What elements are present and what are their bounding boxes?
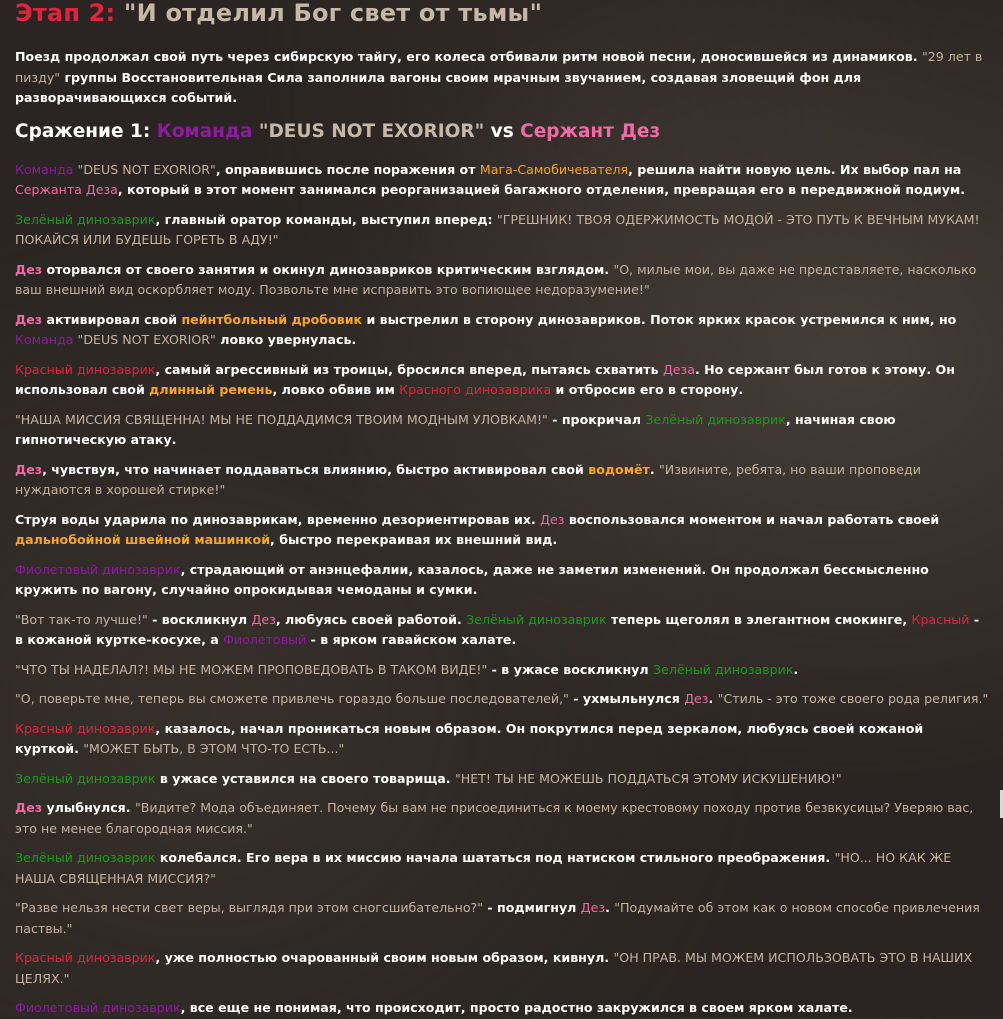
story-paragraph	[15, 689, 990, 710]
text-run: теперь щеголял в элегантном смокинге,	[606, 611, 912, 627]
text-run: Команда	[15, 332, 74, 347]
story-paragraph	[15, 410, 990, 451]
text-run: и отбросив его в сторону.	[551, 382, 744, 397]
text-run: Мага-Самобичевателя	[479, 161, 629, 177]
text-run: - подмигнул	[483, 900, 581, 915]
text-run: , ловко обвив им	[272, 382, 400, 397]
text-run: vs	[484, 120, 521, 142]
text-run: , начиная свою гипнотическую атаку.	[15, 411, 896, 447]
text-run: .	[708, 691, 718, 706]
team-label: Команда	[156, 120, 253, 142]
text-run: Поезд продолжал свой путь через сибирскую тайгу, его колеса отбивали ритм новой песни, доносившейся из динамиков.	[15, 49, 922, 64]
text-run: ловко увернулась.	[215, 332, 357, 347]
opponent-name: Сержант Дез	[520, 120, 661, 142]
text-run: , страдающий от анэнцефалии, казалось, даже не заметил изменений. Он продолжал бессмысленно кружить по вагону, случайно опрокидывая чемоданы и сумки.	[15, 561, 929, 597]
text-run: в ужасе уставился на своего товарища.	[155, 770, 455, 786]
text-run: "НЕТ! ТЫ НЕ МОЖЕШЬ ПОДДАТЬСЯ ЭТОМУ ИСКУШЕНИЮ!"	[454, 770, 842, 786]
text-run: "Подумайте об этом как о новом способе привлечения паствы."	[15, 900, 980, 936]
story-paragraph	[15, 510, 990, 551]
text-run: .	[793, 661, 799, 677]
text-run: активировал свой	[42, 311, 182, 327]
text-run: Дез	[15, 800, 43, 815]
text-run: , все еще не понимая, что происходит, просто радостно закружился в своем ярком халате.	[180, 1000, 853, 1015]
text-run: Струя воды ударила по динозаврикам, временно дезориентировав их.	[15, 511, 541, 527]
text-run: "ОН ПРАВ. МЫ МОЖЕМ ИСПОЛЬЗОВАТЬ ЭТО В НАШИХ ЦЕЛЯХ."	[15, 950, 973, 986]
text-run: Фиолетовый динозаврик	[15, 1000, 181, 1015]
text-run: . Но сержант был готов к этому. Он использовал свой	[15, 361, 955, 397]
text-run: Дез	[15, 461, 43, 477]
story-paragraph	[15, 848, 990, 889]
text-run: Красного динозаврика	[399, 382, 552, 397]
story-paragraph	[15, 719, 990, 760]
story-paragraph	[15, 260, 990, 301]
story-paragraph	[15, 798, 990, 839]
stage-label: Этап 2:	[15, 0, 116, 27]
story-paragraph	[15, 769, 990, 790]
text-run: "О, поверьте мне, теперь вы сможете привлечь гораздо больше последователей,"	[15, 691, 569, 706]
text-run: , любуясь своей работой.	[275, 611, 467, 627]
text-run: Команда	[15, 161, 74, 177]
text-run: .	[605, 900, 615, 915]
text-run: длинный ремень	[149, 382, 273, 397]
text-run: Зелёный динозаврик	[15, 770, 156, 786]
text-run: "Вот так-то лучше!"	[15, 611, 148, 627]
battle-heading	[15, 120, 990, 144]
story-paragraph	[15, 610, 990, 651]
text-run: Фиолетовый	[223, 632, 307, 647]
story-paragraph	[15, 310, 990, 351]
text-run: и выстрелил в сторону динозавриков. Поток ярких красок устремился к ним, но	[362, 311, 957, 327]
text-run: - в кожаной куртке-косухе, а	[15, 611, 980, 647]
page-title	[15, 0, 990, 31]
text-run: , главный оратор команды, выступил вперед:	[155, 211, 497, 227]
text-run: воспользовался моментом и начал работать своей	[564, 511, 940, 527]
text-run: Красный динозаврик	[15, 361, 156, 377]
text-run: Красный динозаврик	[15, 720, 156, 736]
text-run: , чувствуя, что начинает поддаваться влиянию, быстро активировал свой	[42, 461, 589, 477]
text-run: Дез	[580, 900, 606, 915]
text-run: "Разве нельзя нести свет веры, выглядя при этом сногсшибательно?"	[15, 900, 484, 915]
text-run: Дез	[15, 311, 43, 327]
text-run: Деза	[662, 361, 695, 377]
text-run: оторвался от своего занятия и окинул динозавриков критическим взглядом.	[42, 261, 614, 277]
text-run: группы Восстановительная Сила заполнила вагоны своим мрачным звучанием, создавая зловещий фон для разворачивающихся событий.	[15, 69, 862, 105]
story-paragraph	[15, 460, 990, 501]
text-run: "Видите? Мода объединяет. Почему бы вам не присоединиться к моему крестовому походу против безвкусицы? Уверяю вас, это не менее благородная миссия."	[15, 800, 974, 836]
text-run: Зелёный динозаврик	[653, 661, 794, 677]
text-run: , уже полностью очарованный своим новым образом, кивнул.	[155, 950, 614, 965]
text-run: Дез	[540, 511, 565, 527]
text-run: "НО... НО КАК ЖЕ НАША СВЯЩЕННАЯ МИССИЯ?"	[15, 850, 952, 886]
text-run: Сержанта Деза	[15, 182, 118, 197]
text-run: Дез	[15, 261, 43, 277]
text-run: улыбнулся.	[42, 800, 135, 815]
text-run: , решила найти новую цель. Их выбор пал на	[628, 161, 962, 177]
text-run: - ухмыльнулся	[568, 691, 685, 706]
text-run: "ЧТО ТЫ НАДЕЛАЛ?! МЫ НЕ МОЖЕМ ПРОПОВЕДОВАТЬ В ТАКОМ ВИДЕ!"	[15, 661, 488, 677]
text-run: Красный динозаврик	[15, 950, 156, 965]
text-run: дальнобойной швейной машинкой	[15, 532, 271, 547]
story-paragraph	[15, 998, 990, 1019]
story-paragraph	[15, 660, 990, 681]
story-paragraph	[15, 948, 990, 989]
text-run: Красный	[911, 611, 970, 627]
text-run: - в ярком гавайском халате.	[306, 632, 517, 647]
text-run: - воскликнул	[147, 611, 252, 627]
text-run: Зелёный динозаврик	[15, 850, 156, 865]
text-run: "ГРЕШНИК! ТВОЯ ОДЕРЖИМОСТЬ МОДОЙ - ЭТО ПУТЬ К ВЕЧНЫМ МУКАМ! ПОКАЙСЯ ИЛИ БУДЕШЬ ГОРЕТЬ В АДУ!"	[15, 211, 980, 247]
text-run: "DEUS NOT EXORIOR"	[73, 161, 216, 177]
text-run: - в ужасе воскликнул	[487, 661, 653, 677]
story-page	[15, 0, 990, 1019]
text-run: "НАША МИССИЯ СВЯЩЕННА! МЫ НЕ ПОДДАДИМСЯ ТВОИМ МОДНЫМ УЛОВКАМ!"	[15, 411, 548, 427]
text-run: "DEUS NOT EXORIOR"	[73, 332, 216, 347]
text-run: , казалось, начал проникаться новым образом. Он покрутился перед зеркалом, любуясь своей кожаной курткой.	[15, 720, 924, 756]
song-title: "29 лет в пизду"	[15, 49, 983, 85]
text-run: - прокричал	[547, 411, 646, 427]
text-run: Фиолетовый динозаврик	[15, 561, 181, 577]
story-paragraph	[15, 898, 990, 939]
text-run: , быстро перекраивая их внешний вид.	[270, 532, 558, 547]
text-run: , самый агрессивный из троицы, бросился вперед, пытаясь схватить	[155, 361, 663, 377]
story-paragraph	[15, 360, 990, 401]
text-run: Дез	[251, 611, 276, 627]
stage-name: "И отделил Бог свет от тьмы"	[123, 0, 543, 27]
text-run: , который в этот момент занимался реорганизацией багажного отделения, превращая его в передвижной подиум.	[117, 182, 966, 197]
story-paragraph	[15, 210, 990, 251]
intro-paragraph	[15, 47, 990, 109]
team-name: "DEUS NOT EXORIOR"	[252, 120, 485, 142]
text-run: пейнтбольный дробовик	[181, 311, 363, 327]
text-run: Зелёный динозаврик	[15, 211, 156, 227]
text-run: Зелёный динозаврик	[466, 611, 607, 627]
text-run: колебался. Его вера в их миссию начала шататься под натиском стильного преображения.	[155, 850, 835, 865]
story-paragraph	[15, 160, 990, 201]
text-run: "Стиль - это тоже своего рода религия."	[717, 691, 989, 706]
text-run: водомёт	[588, 461, 650, 477]
text-run: , оправившись после поражения от	[215, 161, 480, 177]
story-paragraph	[15, 560, 990, 601]
text-run: Зелёный динозаврик	[645, 411, 786, 427]
text-run: Дез	[684, 691, 709, 706]
text-run: "Извините, ребята, но ваши проповеди нуждаются в хорошей стирке!"	[15, 461, 921, 497]
text-run: .	[649, 461, 660, 477]
text-run: "МОЖЕТ БЫТЬ, В ЭТОМ ЧТО-ТО ЕСТЬ..."	[83, 741, 345, 756]
text-run: Сражение 1:	[15, 120, 157, 142]
text-run: "О, милые мои, вы даже не представляете, насколько ваш внешний вид оскорбляет моду. Позвольте мне исправить это вопиющее недоразумение!"	[15, 261, 977, 297]
